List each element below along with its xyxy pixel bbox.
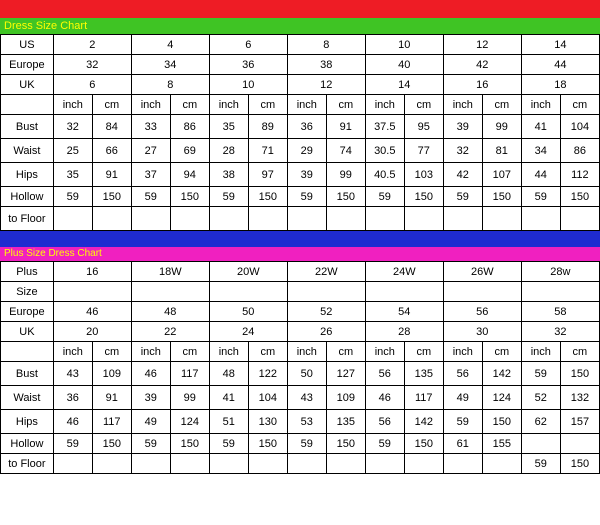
unit-cell: inch [53,342,92,362]
row-label-waist: Waist [1,139,54,163]
row-label-hollow-cont: to Floor [1,207,54,231]
cell: 59 [521,454,560,474]
cell: 44 [521,163,560,187]
cell: 32 [521,322,599,342]
cell: 16 [443,75,521,95]
unit-cell: inch [287,342,326,362]
cell: 28w [521,262,599,282]
cell: 18W [131,262,209,282]
unit-cell: cm [326,342,365,362]
cell: 12 [443,35,521,55]
cell: 56 [443,302,521,322]
cell [287,282,365,302]
cell [521,282,599,302]
cell: 46 [365,386,404,410]
cell: 157 [560,410,599,434]
unit-row-label [1,342,54,362]
cell: 150 [560,187,599,207]
cell [209,282,287,302]
cell: 33 [131,115,170,139]
cell: 59 [53,434,92,454]
cell: 69 [170,139,209,163]
table-row [1,410,600,434]
cell: 46 [53,410,92,434]
unit-cell: cm [92,95,131,115]
cell: 122 [248,362,287,386]
cell: 150 [92,187,131,207]
bottom-spacer [0,474,600,496]
cell: 50 [209,302,287,322]
cell: 34 [521,139,560,163]
cell [560,434,599,454]
cell: 150 [404,187,443,207]
cell [53,454,92,474]
cell: 74 [326,139,365,163]
cell: 59 [443,410,482,434]
cell: 8 [131,75,209,95]
cell: 52 [521,386,560,410]
cell: 28 [365,322,443,342]
cell: 48 [209,362,248,386]
table-row [1,55,600,75]
cell: 2 [53,35,131,55]
table-row [1,434,600,454]
cell: 30 [443,322,521,342]
cell: 91 [92,386,131,410]
unit-cell: inch [365,95,404,115]
unit-cell: cm [170,95,209,115]
table-row [1,362,600,386]
cell [131,282,209,302]
cell: 104 [560,115,599,139]
plus-size-chart-table [0,261,600,474]
table-row [1,302,600,322]
cell: 104 [248,386,287,410]
cell: 86 [170,115,209,139]
cell: 150 [482,410,521,434]
row-label-hollow: Hollow [1,187,54,207]
cell: 37.5 [365,115,404,139]
unit-cell: inch [131,342,170,362]
cell: 54 [365,302,443,322]
cell: 150 [560,362,599,386]
cell: 99 [326,163,365,187]
cell: 59 [287,434,326,454]
cell: 132 [560,386,599,410]
table-row [1,207,600,231]
unit-cell: cm [326,95,365,115]
row-label-plus-cont: Size [1,282,54,302]
cell: 16 [53,262,131,282]
cell: 22W [287,262,365,282]
row-label-us: US [1,35,54,55]
cell: 77 [404,139,443,163]
table-row [1,262,600,282]
cell: 24W [365,262,443,282]
cell: 52 [287,302,365,322]
cell: 59 [365,434,404,454]
cell: 95 [404,115,443,139]
cell: 150 [404,434,443,454]
cell: 150 [482,187,521,207]
cell: 135 [404,362,443,386]
cell: 4 [131,35,209,55]
cell: 150 [326,434,365,454]
cell: 6 [209,35,287,55]
cell: 50 [287,362,326,386]
cell [443,282,521,302]
unit-cell: cm [404,95,443,115]
row-label-bust: Bust [1,362,54,386]
cell: 66 [92,139,131,163]
cell: 130 [248,410,287,434]
table-row [1,386,600,410]
cell: 59 [521,187,560,207]
cell: 39 [131,386,170,410]
cell [365,207,404,231]
cell: 59 [209,434,248,454]
cell: 36 [287,115,326,139]
cell [482,207,521,231]
table-row [1,75,600,95]
row-label-uk: UK [1,322,54,342]
cell: 62 [521,410,560,434]
cell: 30.5 [365,139,404,163]
table-row [1,139,600,163]
unit-cell: cm [248,95,287,115]
cell: 59 [53,187,92,207]
cell: 20W [209,262,287,282]
cell: 12 [287,75,365,95]
cell: 35 [53,163,92,187]
cell: 117 [92,410,131,434]
cell: 20 [53,322,131,342]
cell: 150 [248,434,287,454]
cell: 46 [131,362,170,386]
cell [92,207,131,231]
cell: 25 [53,139,92,163]
cell: 10 [209,75,287,95]
cell: 41 [209,386,248,410]
unit-cell: cm [170,342,209,362]
cell: 22 [131,322,209,342]
cell: 142 [404,410,443,434]
cell: 49 [443,386,482,410]
cell [92,454,131,474]
cell: 41 [521,115,560,139]
cell: 59 [443,187,482,207]
cell: 150 [248,187,287,207]
cell [404,207,443,231]
row-label-hollow: Hollow [1,434,54,454]
cell: 59 [131,187,170,207]
unit-row-label [1,95,54,115]
unit-cell: inch [209,342,248,362]
cell: 32 [53,115,92,139]
cell [482,454,521,474]
cell: 34 [131,55,209,75]
cell: 81 [482,139,521,163]
unit-cell: inch [521,95,560,115]
cell: 150 [326,187,365,207]
cell: 28 [209,139,248,163]
cell: 91 [92,163,131,187]
cell: 24 [209,322,287,342]
cell: 39 [443,115,482,139]
cell [287,454,326,474]
cell: 29 [287,139,326,163]
cell: 150 [170,434,209,454]
cell [248,207,287,231]
table-row [1,187,600,207]
cell [53,207,92,231]
cell: 86 [560,139,599,163]
cell: 59 [365,187,404,207]
cell: 26W [443,262,521,282]
cell [53,282,131,302]
unit-cell: cm [482,342,521,362]
cell: 6 [53,75,131,95]
cell: 32 [53,55,131,75]
cell: 36 [53,386,92,410]
cell [209,454,248,474]
cell [209,207,248,231]
cell [248,454,287,474]
cell: 58 [521,302,599,322]
cell: 51 [209,410,248,434]
unit-cell: inch [443,95,482,115]
cell: 91 [326,115,365,139]
cell [287,207,326,231]
cell: 59 [131,434,170,454]
cell: 150 [560,454,599,474]
unit-cell: cm [560,342,599,362]
cell: 14 [521,35,599,55]
cell: 135 [326,410,365,434]
cell: 155 [482,434,521,454]
unit-cell: cm [404,342,443,362]
dress-size-chart-table [0,34,600,231]
cell: 59 [287,187,326,207]
cell: 109 [92,362,131,386]
cell: 38 [209,163,248,187]
cell: 39 [287,163,326,187]
cell: 35 [209,115,248,139]
cell [443,454,482,474]
cell: 53 [287,410,326,434]
cell: 43 [53,362,92,386]
cell: 99 [482,115,521,139]
cell: 117 [404,386,443,410]
cell: 94 [170,163,209,187]
cell: 71 [248,139,287,163]
cell: 42 [443,55,521,75]
row-label-hollow-cont: to Floor [1,454,54,474]
cell: 43 [287,386,326,410]
cell: 103 [404,163,443,187]
row-label-hips: Hips [1,410,54,434]
cell: 99 [170,386,209,410]
cell: 40.5 [365,163,404,187]
unit-cell: cm [482,95,521,115]
cell [170,454,209,474]
cell: 97 [248,163,287,187]
cell [365,454,404,474]
cell [131,207,170,231]
mid-blue-bar [0,231,600,247]
cell: 36 [209,55,287,75]
cell [326,207,365,231]
table-row [1,115,600,139]
cell [170,207,209,231]
cell: 38 [287,55,365,75]
cell: 142 [482,362,521,386]
cell: 84 [92,115,131,139]
cell [365,282,443,302]
cell: 42 [443,163,482,187]
cell: 107 [482,163,521,187]
top-red-bar [0,0,600,18]
cell: 124 [170,410,209,434]
cell: 32 [443,139,482,163]
unit-cell: inch [287,95,326,115]
cell: 112 [560,163,599,187]
row-label-bust: Bust [1,115,54,139]
plus-size-chart-title: Plus Size Dress Chart [0,247,600,261]
cell: 44 [521,55,599,75]
cell: 56 [443,362,482,386]
table-row [1,35,600,55]
cell: 56 [365,410,404,434]
cell: 37 [131,163,170,187]
cell: 26 [287,322,365,342]
cell [443,207,482,231]
row-label-europe: Europe [1,55,54,75]
cell: 124 [482,386,521,410]
cell: 10 [365,35,443,55]
cell [404,454,443,474]
dress-size-chart-title: Dress Size Chart [0,18,600,34]
cell: 117 [170,362,209,386]
unit-cell: inch [443,342,482,362]
unit-cell: cm [92,342,131,362]
unit-cell: inch [521,342,560,362]
unit-cell: inch [53,95,92,115]
cell: 48 [131,302,209,322]
table-row [1,163,600,187]
cell: 40 [365,55,443,75]
cell: 109 [326,386,365,410]
cell [521,434,560,454]
unit-cell: inch [209,95,248,115]
cell: 18 [521,75,599,95]
cell: 150 [92,434,131,454]
row-label-plus: Plus [1,262,54,282]
cell: 49 [131,410,170,434]
table-row-units [1,95,600,115]
row-label-hips: Hips [1,163,54,187]
cell [326,454,365,474]
unit-cell: cm [560,95,599,115]
cell: 150 [170,187,209,207]
cell: 56 [365,362,404,386]
table-row [1,454,600,474]
cell [521,207,560,231]
table-row [1,282,600,302]
cell [560,207,599,231]
row-label-europe: Europe [1,302,54,322]
unit-cell: inch [131,95,170,115]
row-label-uk: UK [1,75,54,95]
cell: 14 [365,75,443,95]
cell: 27 [131,139,170,163]
cell: 59 [521,362,560,386]
cell: 89 [248,115,287,139]
table-row [1,322,600,342]
cell: 61 [443,434,482,454]
row-label-waist: Waist [1,386,54,410]
cell: 46 [53,302,131,322]
cell: 59 [209,187,248,207]
cell [131,454,170,474]
cell: 127 [326,362,365,386]
unit-cell: cm [248,342,287,362]
cell: 8 [287,35,365,55]
unit-cell: inch [365,342,404,362]
table-row-units [1,342,600,362]
